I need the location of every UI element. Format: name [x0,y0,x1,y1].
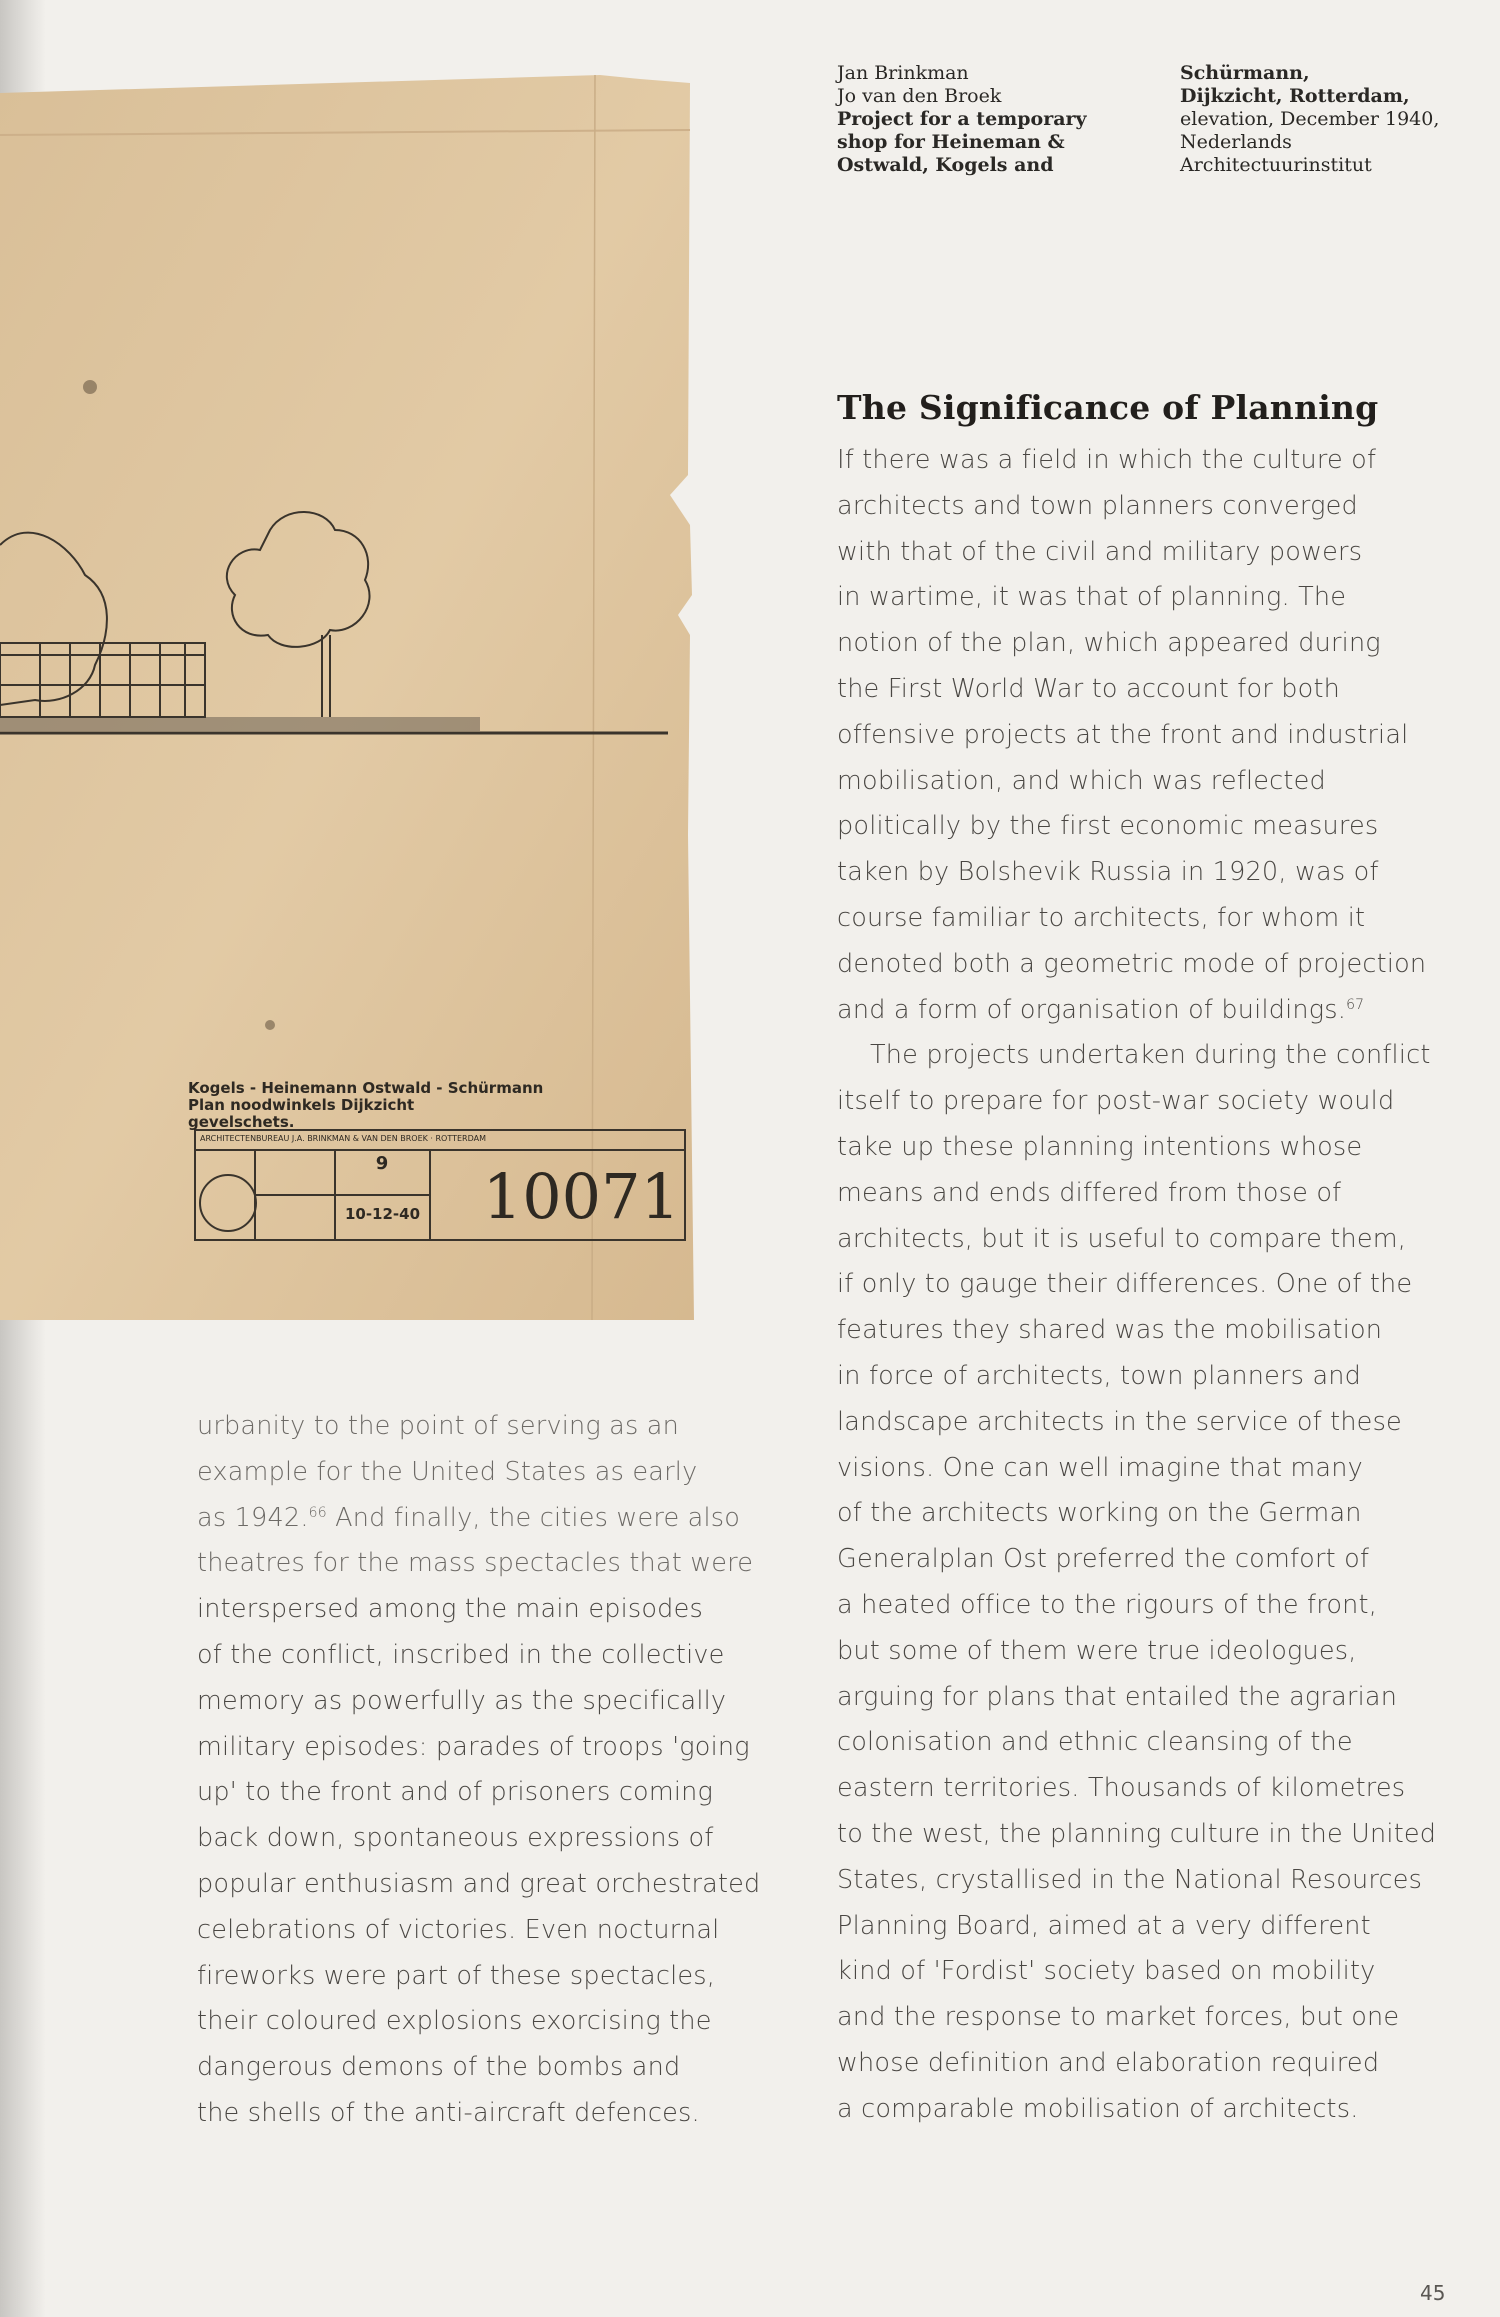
image-caption-left [837,62,1087,177]
text-line: notion of the plan, which appeared during [837,628,1381,659]
text-line: Planning Board, aimed at a very different [837,1910,1371,1941]
text-line: memory as powerfully as the specifically [197,1685,727,1716]
text-line: interspersed among the main episodes [197,1594,703,1625]
body-column-right [837,438,1436,2132]
footnote-ref[interactable]: 66 [308,1504,327,1521]
body-column-left [197,1404,760,2137]
text-line: architects, but it is useful to compare them, [837,1223,1407,1254]
text-line: and the response to market forces, but one [837,2002,1400,2033]
text-line: but some of them were true ideologues, [837,1635,1357,1666]
text-fragment: And finally, the cities were also [326,1502,741,1533]
text-line [197,1496,760,1542]
text-line: example for the United States as early [197,1456,698,1487]
caption-line: elevation, December 1940, [1180,108,1440,130]
text-line: Generalplan Ost preferred the comfort of [837,1544,1370,1575]
ink-spot [265,1020,275,1030]
text-line: with that of the civil and military powers [837,536,1363,567]
text-line: the First World War to account for both [837,673,1341,704]
text-line: offensive projects at the front and industrial [837,719,1409,750]
text-line: their coloured explosions exorcising the [197,2006,712,2037]
drawing-date: 10-12-40 [344,1205,421,1223]
caption-line: shop for Heineman & [837,131,1065,153]
text-line: features they shared was the mobilisation [837,1315,1383,1346]
text-line: fireworks were part of these spectacles, [197,1960,716,1991]
sheet-number: 9 [375,1153,389,1174]
text-line: a comparable mobilisation of architects. [837,2093,1359,2124]
drawing-stamp [188,1080,668,1131]
caption-line: Schürmann, [1180,62,1310,84]
text-line: visions. One can well imagine that many [837,1452,1363,1483]
page-number: 45 [1420,2281,1446,2305]
text-line: mobilisation, and which was reflected [837,765,1326,796]
text-line: politically by the first economic measures [837,811,1379,842]
text-line: landscape architects in the service of these [837,1406,1402,1437]
text-line: of the architects working on the German [837,1498,1362,1529]
text-line: celebrations of victories. Even nocturnal [197,1914,720,1945]
footnote-ref[interactable]: 67 [1346,996,1365,1013]
caption-line: Jan Brinkman [837,62,969,84]
text-line: taken by Bolshevik Russia in 1920, was of [837,857,1379,888]
text-line: theatres for the mass spectacles that were [197,1548,754,1579]
text-line: military episodes: parades of troops 'going [197,1731,750,1762]
text-line: popular enthusiasm and great orchestrated [197,1868,761,1899]
text-line: up' to the front and of prisoners coming [197,1777,714,1808]
text-line: if only to gauge their differences. One of the [837,1269,1413,1300]
ink-spot [83,380,97,394]
ground-hatch [0,717,480,731]
text-line: course familiar to architects, for whom it [837,902,1366,933]
stamp-line: gevelschets. [188,1113,295,1131]
text-line [837,988,1436,1034]
text-line: The projects undertaken during the conflict [870,1040,1431,1071]
caption-line: Nederlands [1180,131,1292,153]
text-line: colonisation and ethnic cleansing of the [837,1727,1353,1758]
text-line: of the conflict, inscribed in the collective [197,1639,725,1670]
architectural-drawing [0,75,710,1320]
stamp-line: Kogels - Heinemann Ostwald - Schürmann [188,1079,544,1097]
text-line: itself to prepare for post-war society would [837,1086,1395,1117]
text-fragment: and a form of organisation of buildings. [837,994,1347,1025]
text-line: arguing for plans that entailed the agrarian [837,1681,1398,1712]
text-line: to the west, the planning culture in the United [837,1818,1437,1849]
text-line: back down, spontaneous expressions of [197,1823,714,1854]
caption-line: Ostwald, Kogels and [837,154,1054,176]
text-line: in force of architects, town planners and [837,1360,1362,1391]
text-line: in wartime, it was that of planning. The [837,582,1347,613]
caption-line: Jo van den Broek [837,85,1002,107]
section-heading: The Significance of Planning [837,388,1379,427]
text-fragment: as 1942. [197,1502,309,1533]
text-line: kind of 'Fordist' society based on mobility [837,1956,1376,1987]
text-line: If there was a field in which the culture of [837,445,1377,475]
office-stamp: ARCHITECTENBUREAU J.A. BRINKMAN & VAN DEN BROEK · ROTTERDAM [200,1134,486,1143]
text-line: architects and town planners converged [837,490,1358,521]
image-caption-right [1180,62,1439,177]
text-line: take up these planning intentions whose [837,1131,1363,1162]
caption-line: Architectuurinstitut [1180,154,1372,176]
text-line: denoted both a geometric mode of projection [837,948,1427,979]
text-line: States, crystallised in the National Resources [837,1864,1423,1895]
text-line: a heated office to the rigours of the front, [837,1589,1378,1620]
text-line: dangerous demons of the bombs and [197,2052,681,2083]
caption-line: Project for a temporary [837,108,1087,130]
drawing-number: 10071 [482,1160,680,1233]
caption-bold: Dijkzicht, Rotterdam, [1180,85,1410,107]
text-line: urbanity to the point of serving as an [197,1411,679,1441]
text-line: the shells of the anti-aircraft defences. [197,2097,700,2128]
text-line: whose definition and elaboration required [837,2047,1380,2078]
text-line: means and ends differed from those of [837,1177,1342,1208]
stamp-line: Plan noodwinkels Dijkzicht [188,1096,415,1114]
caption-line [1180,85,1439,108]
text-line: eastern territories. Thousands of kilometres [837,1773,1406,1804]
